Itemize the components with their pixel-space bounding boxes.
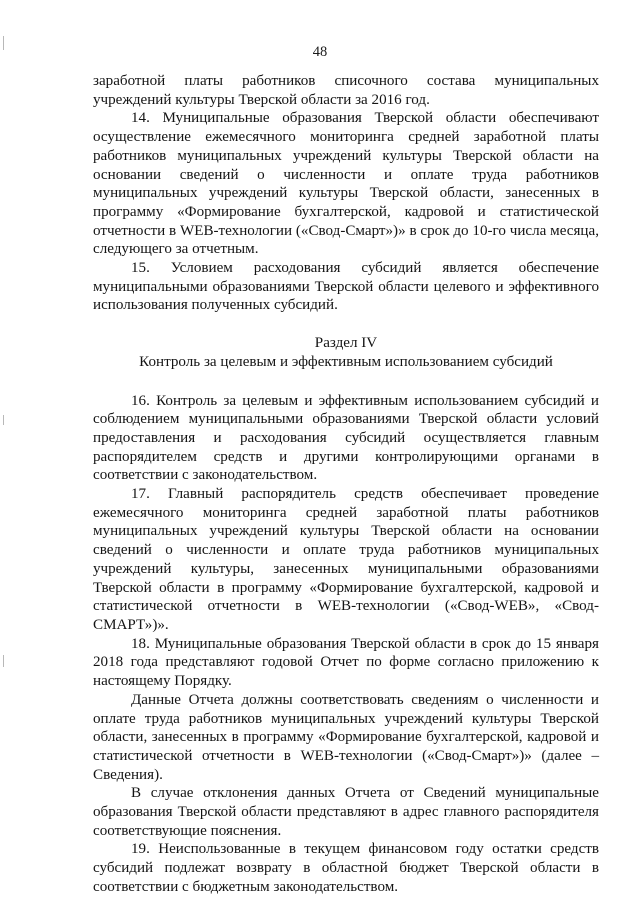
paragraph-continuation: заработной платы работников списочного состава муниципальных учреждений культуры Тверской области за 2016 год. [93, 73, 599, 108]
document-body [93, 72, 599, 897]
spacer [93, 315, 599, 334]
paragraph-14: 14. Муниципальные образования Тверской области обеспечивают осуществление ежемесячного мониторинга средней заработной платы работников муниципальных учреждений культуры Тверской области на основании сведений о численности и оплате труда работников муниципальных учреждений культуры Тверской области, занесенных в программу «Формирование бухгалтерской, кадровой и статистической отчетности в WEB-технологии («Свод-Смарт»)» в срок до 10-го числа месяца, следующего за отчетным. [93, 110, 599, 258]
paragraph-19: 19. Неиспользованные в текущем финансовом году остатки средств субсидий подлежат возврату в областной бюджет Тверской области в соответствии с бюджетным законодательством. [93, 841, 599, 895]
section-number: Раздел IV [314, 335, 378, 352]
scan-edge-mark [3, 655, 4, 667]
paragraph-16: 16. Контроль за целевым и эффективным использованием субсидий и соблюдением муниципальными образованиями Тверской области условий предоставления и расходования субсидий осуществляется главным распорядителем средств и другими контролирующими органами в соответствии с законодательством. [93, 392, 599, 484]
page-number: 48 [312, 44, 328, 60]
paragraph-18: 18. Муниципальные образования Тверской области в срок до 15 января 2018 года представляют годовой Отчет по форме согласно приложению к настоящему Порядку. [93, 635, 599, 690]
paragraph-15: 15. Условием расходования субсидий является обеспечение муниципальными образованиями Тверской области целевого и эффективного использования полученных субсидий. [93, 260, 599, 314]
paragraph-17: 17. Главный распорядитель средств обеспечивает проведение ежемесячного мониторинга средней заработной платы работников муниципальных учреждений культуры Тверской области на основании сведений о численности и оплате труда работников муниципальных учреждений культуры, занесенных муниципальными образованиями Тверской области в программу «Формирование бухгалтерской, кадровой и статистической отчетности в WEB-технологии («Свод-WEB», «Свод-СМАРТ»)». [93, 486, 599, 633]
paragraph-data-report: Данные Отчета должны соответствовать сведениям о численности и оплате труда работников муниципальных учреждений культуры Тверской области, занесенных в программу «Формирование бухгалтерской, кадровой и статистической отчетности в WEB-технологии («Свод-Смарт»)» (далее – Сведения). [93, 691, 599, 783]
spacer [93, 372, 599, 392]
section-title: Контроль за целевым и эффективным использованием субсидий [139, 353, 553, 370]
scan-edge-mark [3, 415, 4, 425]
paragraph-deviation: В случае отклонения данных Отчета от Сведений муниципальные образования Тверской области представляют в адрес главного распорядителя соответствующие пояснения. [93, 785, 599, 839]
